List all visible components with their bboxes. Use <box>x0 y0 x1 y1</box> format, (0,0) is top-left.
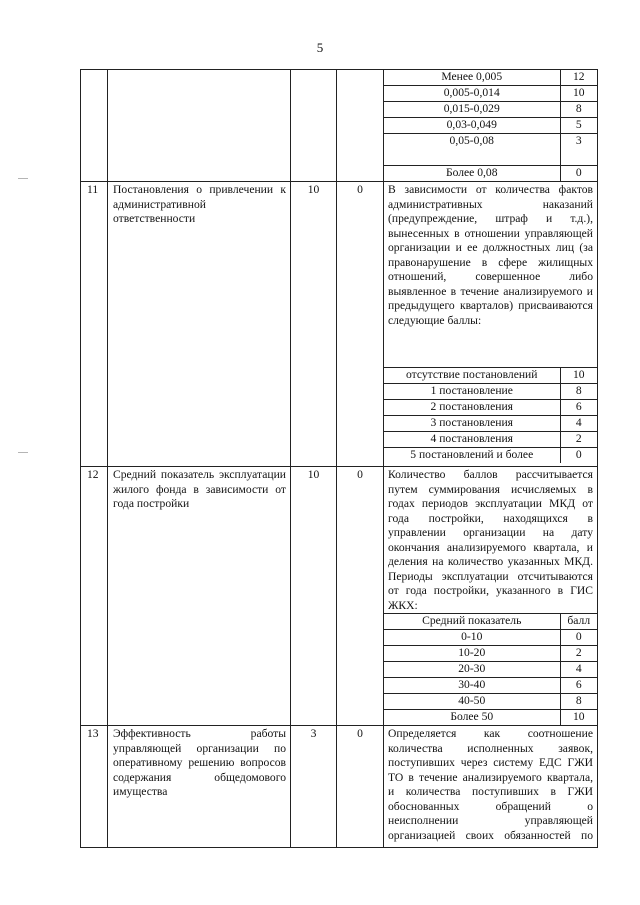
criteria-cell <box>384 70 598 182</box>
margin-mark <box>18 178 28 179</box>
criterion-name: Эффективность работы управляющей организации по оперативному решению вопросов содержания общедомового имущества <box>108 726 291 848</box>
score-row: Более 50 10 <box>384 710 597 726</box>
score-row: 30-40 6 <box>384 678 597 694</box>
score-row: 5 постановлений и более 0 <box>384 448 597 464</box>
criterion-description: В зависимости от количества фактов административных наказаний (предупреждение, штраф и т.д.), вынесенных в отношении управляющей организации и ее должностных лиц (за правонарушение в сфере жилищных отношений, совершенное либо выявленное в течение анализируемого и предыдущего кварталов) присваиваются следующие баллы: <box>388 183 593 327</box>
row-number: 13 <box>81 726 108 848</box>
table-row <box>81 726 598 848</box>
criterion-name: Постановления о привлечении к административной ответственности <box>108 182 291 467</box>
margin-mark <box>18 452 28 453</box>
score-row: 4 постановления 2 <box>384 432 597 448</box>
score-subtable <box>384 367 597 463</box>
table-row <box>81 70 598 182</box>
score-row: 3 постановления 4 <box>384 416 597 432</box>
score-row: 0,05-0,08 3 <box>384 134 597 150</box>
score-row: 0,03-0,049 5 <box>384 118 597 134</box>
max-score: 3 <box>291 726 337 848</box>
score-row: 10-20 2 <box>384 646 597 662</box>
row-number: 12 <box>81 467 108 726</box>
score-row: 2 постановления 6 <box>384 400 597 416</box>
score-row: отсутствие постановлений 10 <box>384 368 597 384</box>
criteria-cell <box>384 726 598 848</box>
table-row <box>81 182 598 467</box>
score-header-row: Средний показатель балл <box>384 614 597 630</box>
page-number: 5 <box>316 40 324 55</box>
score-row: 0-10 0 <box>384 630 597 646</box>
min-score: 0 <box>337 467 384 726</box>
score-row: Более 0,08 0 <box>384 166 597 182</box>
score-row: 20-30 4 <box>384 662 597 678</box>
score-row: 0,005-0,014 10 <box>384 86 597 102</box>
min-score: 0 <box>337 726 384 848</box>
row-number: 11 <box>81 182 108 467</box>
score-subtable <box>384 70 597 181</box>
score-row: 40-50 8 <box>384 694 597 710</box>
criteria-cell <box>384 467 598 726</box>
criterion-name: Средний показатель эксплуатации жилого фонда в зависимости от года постройки <box>108 467 291 726</box>
criteria-table <box>80 69 598 848</box>
criterion-description: Определяется как соотношение количества исполненных заявок, поступивших через систему ЕДС ГЖИ ТО в течение анализируемого квартала, и количества поступивших в ГЖИ обоснованных обращений о неисполнении управляющей организацией своих обязанностей по <box>388 727 593 842</box>
score-row: 1 постановление 8 <box>384 384 597 400</box>
table-row <box>81 467 598 726</box>
score-row: Менее 0,005 12 <box>384 70 597 86</box>
score-row: 0,015-0,029 8 <box>384 102 597 118</box>
min-score: 0 <box>337 182 384 467</box>
criteria-cell <box>384 182 598 467</box>
max-score: 10 <box>291 182 337 467</box>
max-score: 10 <box>291 467 337 726</box>
criterion-description: Количество баллов рассчитывается путем суммирования исчисляемых в годах периодов эксплуатации МКД от года постройки, находящихся в управлении организации на дату окончания анализируемого квартала, и деления на количество указанных МКД. Периоды эксплуатации отсчитываются от года постройки, указанного в ГИС ЖКХ: <box>388 468 593 612</box>
score-subtable <box>384 613 597 725</box>
score-row <box>384 149 597 166</box>
